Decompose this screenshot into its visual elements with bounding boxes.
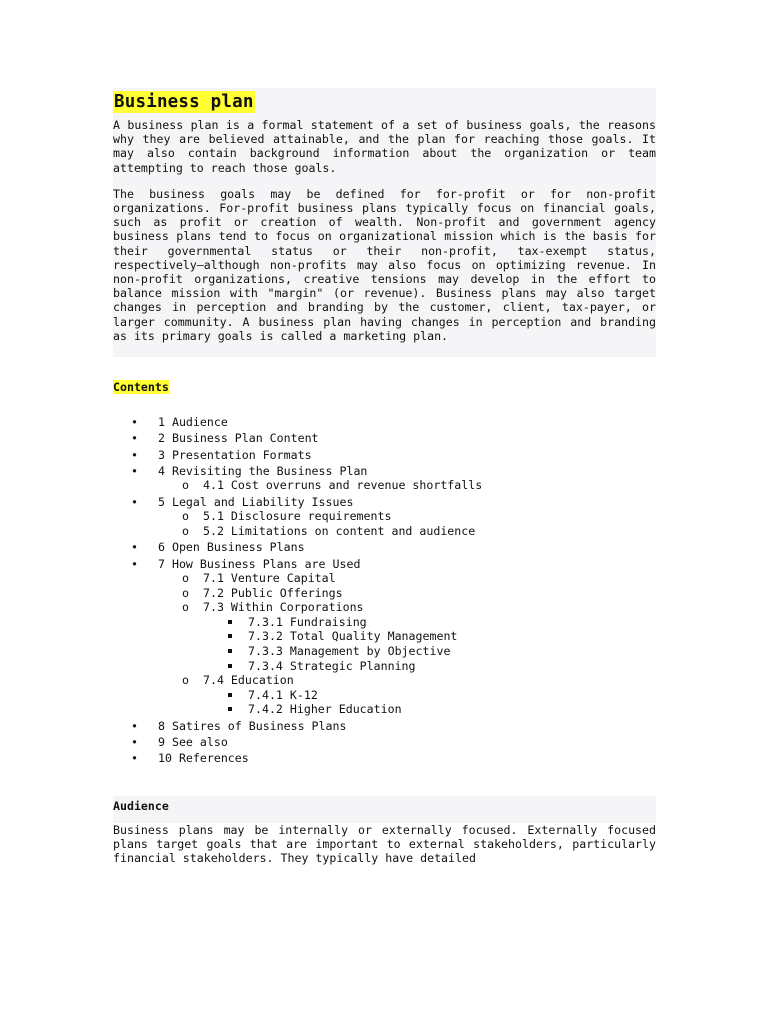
toc-subsubitem-label[interactable]: 7.3.2 Total Quality Management xyxy=(248,629,458,644)
toc-item-label[interactable]: 7 How Business Plans are Used xyxy=(158,556,361,571)
circle-bullet-icon: o xyxy=(182,673,189,688)
bullet-icon: • xyxy=(131,735,138,750)
toc-subitem[interactable] xyxy=(158,524,656,539)
toc-item-label[interactable]: 3 Presentation Formats xyxy=(158,447,312,462)
intro-paragraph-1: A business plan is a formal statement of a set of business goals, the reasons why they are believed attainable, and the plan for reaching those goals. It may also contain background information about the organization or team attempting to reach those goals. xyxy=(113,118,656,175)
toc-subsubitem-label[interactable]: 7.3.1 Fundraising xyxy=(248,614,367,629)
toc-subsubitem-label[interactable]: 7.4.1 K-12 xyxy=(248,687,318,702)
toc-item[interactable] xyxy=(113,735,656,750)
audience-heading: Audience xyxy=(113,798,169,813)
bullet-icon: • xyxy=(131,540,138,555)
toc-subitem-label[interactable]: 7.3 Within Corporations xyxy=(203,600,364,615)
square-bullet-icon xyxy=(228,649,232,653)
bullet-icon: • xyxy=(131,463,138,478)
toc-subitem[interactable] xyxy=(158,673,656,717)
square-bullet-icon xyxy=(228,664,232,668)
intro-section xyxy=(113,88,656,357)
toc-item-label[interactable]: 5 Legal and Liability Issues xyxy=(158,494,354,509)
toc-item[interactable] xyxy=(113,557,656,718)
toc-item[interactable] xyxy=(113,719,656,734)
toc-item-label[interactable]: 2 Business Plan Content xyxy=(158,431,319,446)
toc-item[interactable] xyxy=(113,495,656,539)
bullet-icon: • xyxy=(131,447,138,462)
circle-bullet-icon: o xyxy=(182,478,189,493)
toc-subsubitem[interactable] xyxy=(203,644,656,659)
toc-subitem[interactable] xyxy=(158,478,656,493)
circle-bullet-icon: o xyxy=(182,571,189,586)
toc-subsubitem-label[interactable]: 7.3.4 Strategic Planning xyxy=(248,658,416,673)
toc-subsubitem[interactable] xyxy=(203,688,656,703)
toc-item[interactable] xyxy=(113,431,656,446)
toc-subitem-label[interactable]: 5.2 Limitations on content and audience xyxy=(203,523,476,538)
toc-item-label[interactable]: 8 Satires of Business Plans xyxy=(158,718,347,733)
circle-bullet-icon: o xyxy=(182,523,189,538)
toc-subsubitem-label[interactable]: 7.3.3 Management by Objective xyxy=(248,644,451,659)
bullet-icon: • xyxy=(131,718,138,733)
toc-subitem[interactable] xyxy=(158,600,656,673)
toc-subsubitem-label[interactable]: 7.4.2 Higher Education xyxy=(248,702,402,717)
bullet-icon: • xyxy=(131,431,138,446)
toc-subitem-label[interactable]: 7.4 Education xyxy=(203,673,294,688)
square-bullet-icon xyxy=(228,693,232,697)
bullet-icon: • xyxy=(131,415,138,430)
document-page xyxy=(113,88,656,866)
toc-item[interactable] xyxy=(113,448,656,463)
toc-subsubitem[interactable] xyxy=(203,629,656,644)
toc-item[interactable] xyxy=(113,540,656,555)
toc-subitem[interactable] xyxy=(158,571,656,586)
intro-paragraph-2: The business goals may be defined for for-profit or for non-profit organizations. For-profit business plans typically focus on financial goals, such as profit or creation of wealth. Non-profit and government agency business plans tend to focus on organizational mission which is the basis for their governmental status or their non-profit, tax-exempt status, respectively—although non-profits may also focus on optimizing revenue. In non-profit organizations, creative tensions may develop in the effort to balance mission with "margin" (or revenue). Business plans may also target changes in perception and branding by the customer, client, tax-payer, or larger community. A business plan having changes in perception and branding as its primary goals is called a marketing plan. xyxy=(113,186,656,343)
page-title: Business plan xyxy=(114,92,254,112)
audience-paragraph: Business plans may be internally or externally focused. Externally focused plans target goals that are important to external stakeholders, particularly financial stakeholders. They typically have detailed xyxy=(113,822,656,866)
toc-subitem[interactable] xyxy=(158,586,656,601)
toc-item-label[interactable]: 10 References xyxy=(158,751,249,766)
toc-item[interactable] xyxy=(113,751,656,766)
toc-item-label[interactable]: 1 Audience xyxy=(158,415,228,430)
bullet-icon: • xyxy=(131,494,138,509)
square-bullet-icon xyxy=(228,707,232,711)
toc-subitem-label[interactable]: 5.1 Disclosure requirements xyxy=(203,509,392,524)
bullet-icon: • xyxy=(131,751,138,766)
toc-subsubitem[interactable] xyxy=(203,615,656,630)
audience-section xyxy=(113,796,656,823)
square-bullet-icon xyxy=(228,620,232,624)
toc-subitem-label[interactable]: 4.1 Cost overruns and revenue shortfalls xyxy=(203,478,483,493)
toc-item-label[interactable]: 4 Revisiting the Business Plan xyxy=(158,463,368,478)
toc-subitem-label[interactable]: 7.1 Venture Capital xyxy=(203,571,336,586)
bullet-icon: • xyxy=(131,556,138,571)
circle-bullet-icon: o xyxy=(182,585,189,600)
table-of-contents xyxy=(113,415,656,766)
toc-item-label[interactable]: 9 See also xyxy=(158,735,228,750)
toc-subitem-label[interactable]: 7.2 Public Offerings xyxy=(203,585,343,600)
circle-bullet-icon: o xyxy=(182,600,189,615)
toc-subitem[interactable] xyxy=(158,509,656,524)
circle-bullet-icon: o xyxy=(182,509,189,524)
toc-item-label[interactable]: 6 Open Business Plans xyxy=(158,540,305,555)
square-bullet-icon xyxy=(228,634,232,638)
toc-subsubitem[interactable] xyxy=(203,659,656,674)
toc-subsubitem[interactable] xyxy=(203,702,656,717)
toc-item[interactable] xyxy=(113,464,656,493)
toc-item[interactable] xyxy=(113,415,656,430)
contents-heading: Contents xyxy=(113,380,169,395)
